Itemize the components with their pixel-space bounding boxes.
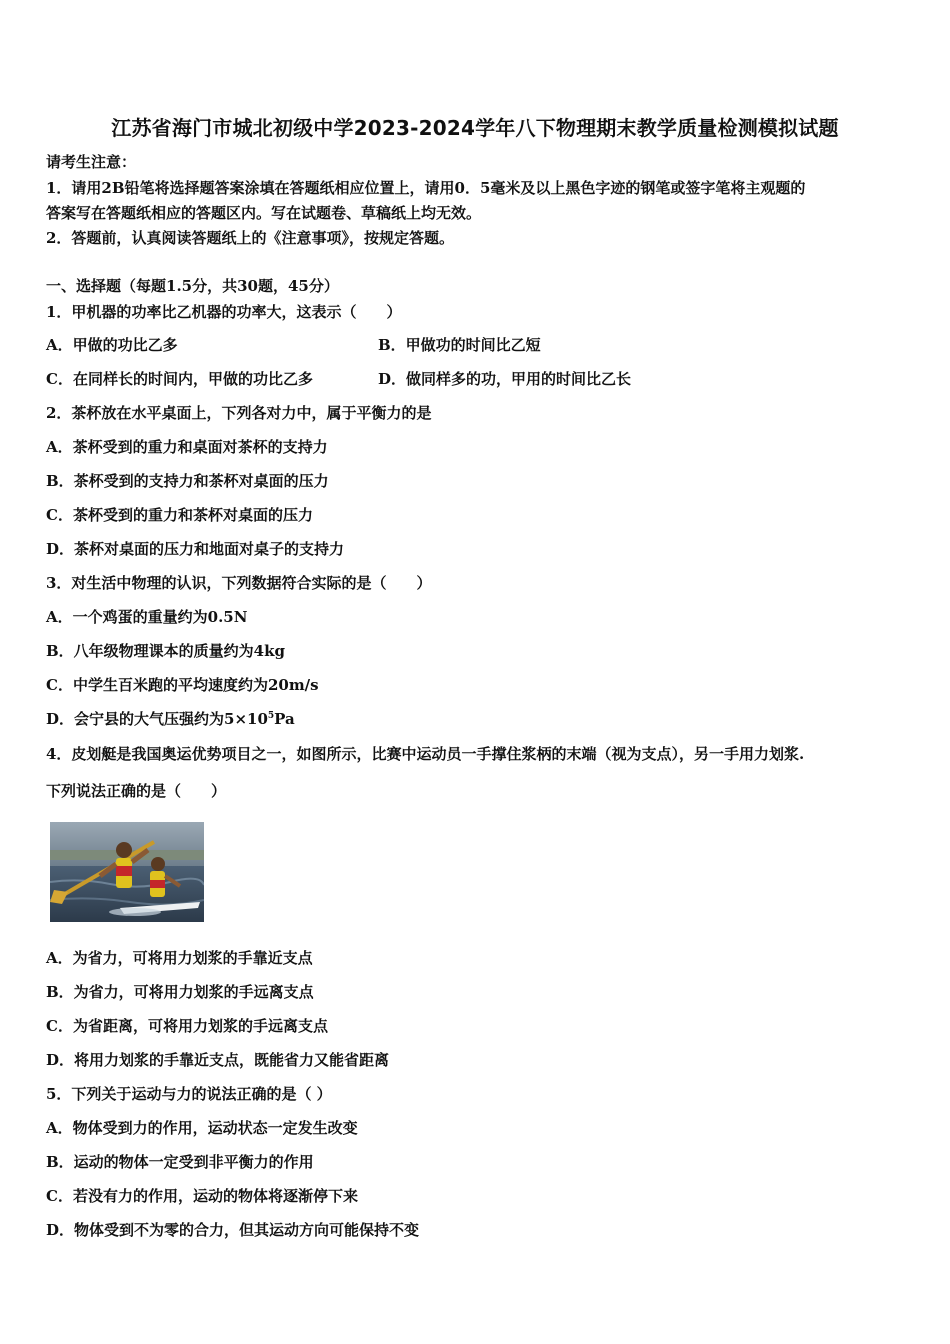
q5-option-d: D．物体受到不为零的合力，但其运动方向可能保持不变 [46,1221,420,1239]
q2-option-c: C．茶杯受到的重力和茶杯对桌面的压力 [46,506,313,524]
q3-option-d-prefix: D．会宁县的大气压强约为5×10 [46,710,268,728]
q1-option-b: B．甲做功的时间比乙短 [378,336,541,354]
notice-item-1-line-1: 1．请用2B铅笔将选择题答案涂填在答题纸相应位置上，请用0．5毫米及以上黑色字迹的钢笔或签字笔将主观题的 [46,179,806,197]
q2-option-d: D．茶杯对桌面的压力和地面对桌子的支持力 [46,540,345,558]
q3-option-d [46,709,295,729]
kayak-photo [50,822,204,922]
q3-option-b: B．八年级物理课本的质量约为4kg [46,642,285,660]
q5-option-a: A．物体受到力的作用，运动状态一定发生改变 [46,1119,358,1137]
q3-option-a: A．一个鸡蛋的重量约为0.5N [46,608,248,626]
q4-option-d: D．将用力划浆的手靠近支点，既能省力又能省距离 [46,1051,390,1069]
q5-stem: 5．下列关于运动与力的说法正确的是（ ） [46,1085,332,1103]
q2-option-b: B．茶杯受到的支持力和茶杯对桌面的压力 [46,472,329,490]
q4-stem-line-1: 4．皮划艇是我国奥运优势项目之一，如图所示，比赛中运动员一手撑住浆柄的末端（视为支点），另一手用力划浆. [46,745,805,763]
q1-option-d: D．做同样多的功，甲用的时间比乙长 [378,370,632,388]
q2-option-a: A．茶杯受到的重力和桌面对茶杯的支持力 [46,438,328,456]
q3-option-c: C．中学生百米跑的平均速度约为20m/s [46,676,319,694]
q1-option-c: C．在同样长的时间内，甲做的功比乙多 [46,370,313,388]
notice-heading: 请考生注意： [46,153,137,171]
notice-item-2: 2．答题前，认真阅读答题纸上的《注意事项》，按规定答题。 [46,229,454,247]
q4-option-a: A．为省力，可将用力划浆的手靠近支点 [46,949,313,967]
q3-stem: 3．对生活中物理的认识，下列数据符合实际的是（ ） [46,574,432,592]
page-title: 江苏省海门市城北初级中学2023-2024学年八下物理期末教学质量检测模拟试题 [111,116,839,140]
notice-item-1-line-2: 答案写在答题纸相应的答题区内。写在试题卷、草稿纸上均无效。 [46,204,482,222]
q4-option-c: C．为省距离，可将用力划浆的手远离支点 [46,1017,328,1035]
q2-stem: 2．茶杯放在水平桌面上，下列各对力中，属于平衡力的是 [46,404,432,422]
q1-stem: 1．甲机器的功率比乙机器的功率大，这表示（ ） [46,303,402,321]
q4-option-b: B．为省力，可将用力划浆的手远离支点 [46,983,314,1001]
q1-option-a: A．甲做的功比乙多 [46,336,178,354]
q3-option-d-exponent: 5 [267,711,275,721]
q5-option-b: B．运动的物体一定受到非平衡力的作用 [46,1153,314,1171]
q4-stem-line-2: 下列说法正确的是（ ） [46,782,227,800]
q3-option-d-unit: Pa [274,710,295,728]
q5-option-c: C．若没有力的作用，运动的物体将逐渐停下来 [46,1187,358,1205]
section-heading: 一、选择题（每题1.5分，共30题，45分） [46,277,339,295]
